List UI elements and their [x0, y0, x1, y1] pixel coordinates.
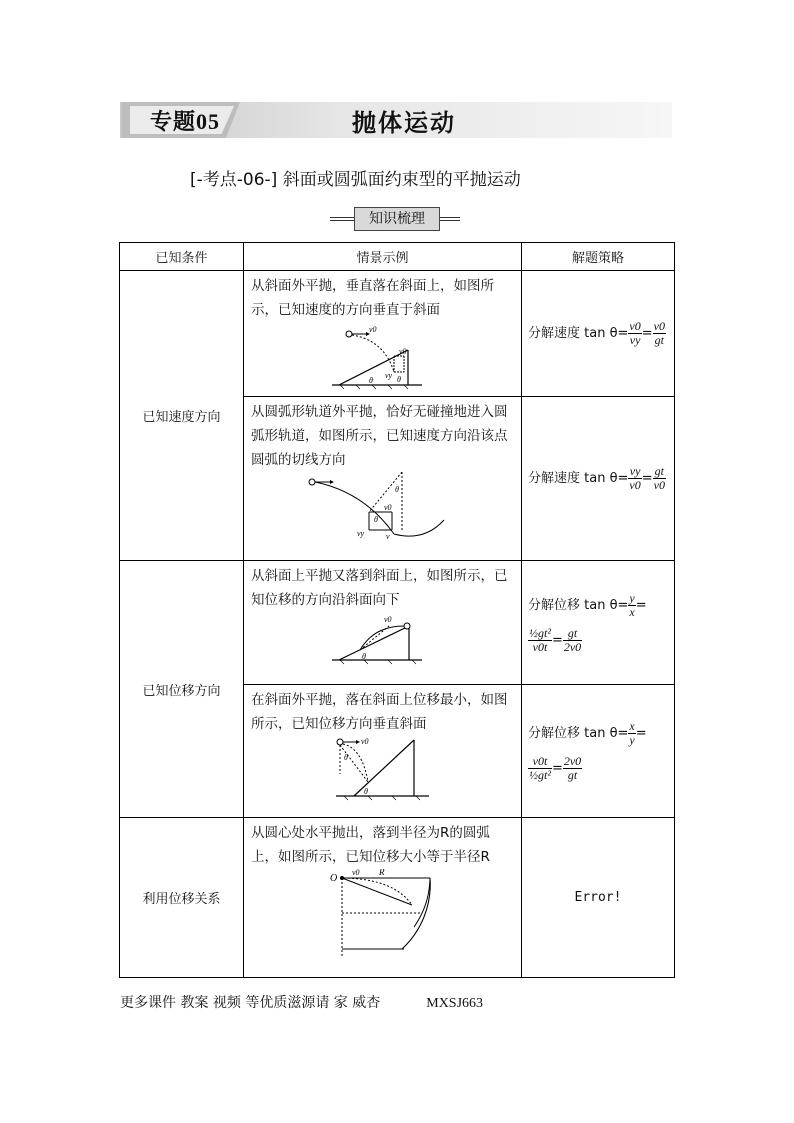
- theta-label-2: θ: [397, 375, 401, 384]
- v-label: v: [386, 532, 390, 541]
- strategy-error: Error!: [522, 818, 675, 978]
- strategy-prefix: 分解速度 tan θ=: [528, 326, 629, 341]
- theta-label: θ: [395, 485, 399, 494]
- scenario-text: 从斜面上平抛又落到斜面上，如图所示，已知位移的方向沿斜面向下: [251, 568, 508, 608]
- topic-title: 抛体运动: [352, 109, 456, 137]
- fraction: [528, 755, 552, 782]
- section-badge: [330, 207, 460, 229]
- topic-banner: [120, 100, 672, 140]
- table-row: [120, 271, 675, 397]
- denominator: gt: [567, 768, 578, 782]
- denominator: y: [629, 733, 635, 747]
- vy-label: vy: [385, 371, 393, 380]
- strategy-cell: 分解速度 tan θ= $\frac{vy}{v0}$ = $\frac{gt}{v0}$: [522, 397, 675, 561]
- theta-label-2: θ: [374, 515, 378, 524]
- v0-label: v0: [361, 737, 369, 746]
- table-row: [120, 818, 675, 978]
- fraction: [628, 592, 635, 619]
- fraction: [628, 465, 641, 492]
- table-row: [120, 561, 675, 685]
- figure-incline-min-displacement: [244, 736, 520, 804]
- scenario-text: 在斜面外平抛，落在斜面上位移最小，如图所示，已知位移方向垂直斜面: [251, 692, 508, 732]
- scenario-text: 从斜面外平抛，垂直落在斜面上，如图所示，已知速度的方向垂直于斜面: [251, 278, 494, 318]
- strategy-cell: 分解速度 tan θ= $\frac{v0}{vy}$ = $\frac{v0}{gt}$: [522, 271, 675, 397]
- header-scenario: 情景示例: [244, 243, 522, 271]
- theta-label: θ: [362, 652, 366, 661]
- figure-circle-radius: [244, 869, 520, 967]
- v0-label: v0: [369, 325, 377, 334]
- numerator: v0: [653, 319, 665, 333]
- scenario-cell: [244, 818, 522, 978]
- footer-code: MXSJ663: [426, 996, 484, 1011]
- scenario-text: 从圆弧形轨道外平抛，恰好无碰撞地进入圆弧形轨道，如图所示，已知速度方向沿该点圆弧的切线方向: [251, 404, 508, 468]
- figure-incline-to-incline: [244, 612, 520, 670]
- theta-label: θ: [369, 376, 373, 385]
- vy-label: vy: [357, 529, 365, 538]
- R-label: R: [379, 869, 385, 877]
- header-strategy: 解题策略: [522, 243, 675, 271]
- theta-label: θ: [344, 753, 348, 762]
- numerator: gt: [563, 627, 582, 641]
- numerator: v0: [629, 319, 641, 333]
- O-label: O: [330, 873, 338, 884]
- denominator: v0t: [532, 639, 548, 654]
- exam-point-heading: [-考点-06-] 斜面或圆弧面约束型的平抛运动: [190, 170, 521, 190]
- v0-label: v0: [352, 869, 360, 877]
- denominator: x: [629, 604, 635, 619]
- fraction: [563, 755, 582, 782]
- knowledge-table: [119, 242, 675, 978]
- scenario-cell: [244, 397, 522, 561]
- condition-cell: 利用位移关系: [120, 818, 244, 978]
- figure-arc-tangent: [244, 472, 520, 548]
- numerator: x: [629, 719, 635, 733]
- strategy-prefix: 分解位移 tan θ=: [528, 597, 629, 613]
- v0-label: v0: [384, 503, 392, 512]
- fraction: [628, 320, 641, 347]
- denominator: ½gt²: [529, 768, 551, 782]
- denominator: 2v0: [563, 639, 582, 654]
- fraction: [563, 627, 582, 654]
- header-condition: 已知条件: [120, 243, 244, 271]
- numerator: y: [629, 590, 635, 605]
- scenario-text: 从圆心处水平抛出，落到半径为R的圆弧上，如图所示，已知位移大小等于半径R: [251, 825, 490, 865]
- scenario-cell: [244, 561, 522, 685]
- fraction: [528, 627, 552, 654]
- footer-text: 更多课件 教案 视频 等优质滋源请 家 威杏: [120, 995, 381, 1011]
- numerator: 2v0: [563, 754, 582, 768]
- denominator: v0: [629, 478, 641, 492]
- scenario-cell: [244, 685, 522, 818]
- numerator: vy: [629, 464, 641, 478]
- scenario-cell: [244, 271, 522, 397]
- strategy-prefix: 分解速度 tan θ=: [528, 471, 629, 486]
- strategy-prefix: 分解位移 tan θ=: [528, 726, 629, 741]
- fraction: [653, 465, 666, 492]
- condition-cell: 已知位移方向: [120, 561, 244, 818]
- fraction: [653, 320, 666, 347]
- denominator: v0: [653, 478, 665, 492]
- numerator: ½gt²: [529, 625, 551, 640]
- theta-label-2: θ: [364, 787, 368, 796]
- condition-cell: 已知速度方向: [120, 271, 244, 561]
- strategy-cell: 分解位移 tan θ= $\frac{x}{y}$ = $\frac{v0t}{\text{½gt²}}$ = $\frac{2v0}{gt}$: [522, 685, 675, 818]
- numerator: gt: [654, 464, 664, 478]
- denominator: gt: [654, 333, 664, 347]
- v0-label: v0: [384, 615, 392, 624]
- denominator: vy: [629, 333, 641, 347]
- numerator: v0t: [528, 755, 552, 769]
- footer: [120, 992, 483, 1012]
- badge-label: 知识梳理: [354, 207, 440, 231]
- topic-number: 专题05: [150, 109, 221, 134]
- figure-incline-perpendicular: [244, 322, 520, 392]
- table-header-row: [120, 243, 675, 271]
- strategy-cell: 分解位移 tan θ= $\frac{y}{x}$ = $\frac{\text{½gt²}}{v0t}$ = $\frac{gt}{2v0}$: [522, 561, 675, 685]
- v0-label-2: v0: [399, 347, 407, 356]
- fraction: [628, 720, 635, 747]
